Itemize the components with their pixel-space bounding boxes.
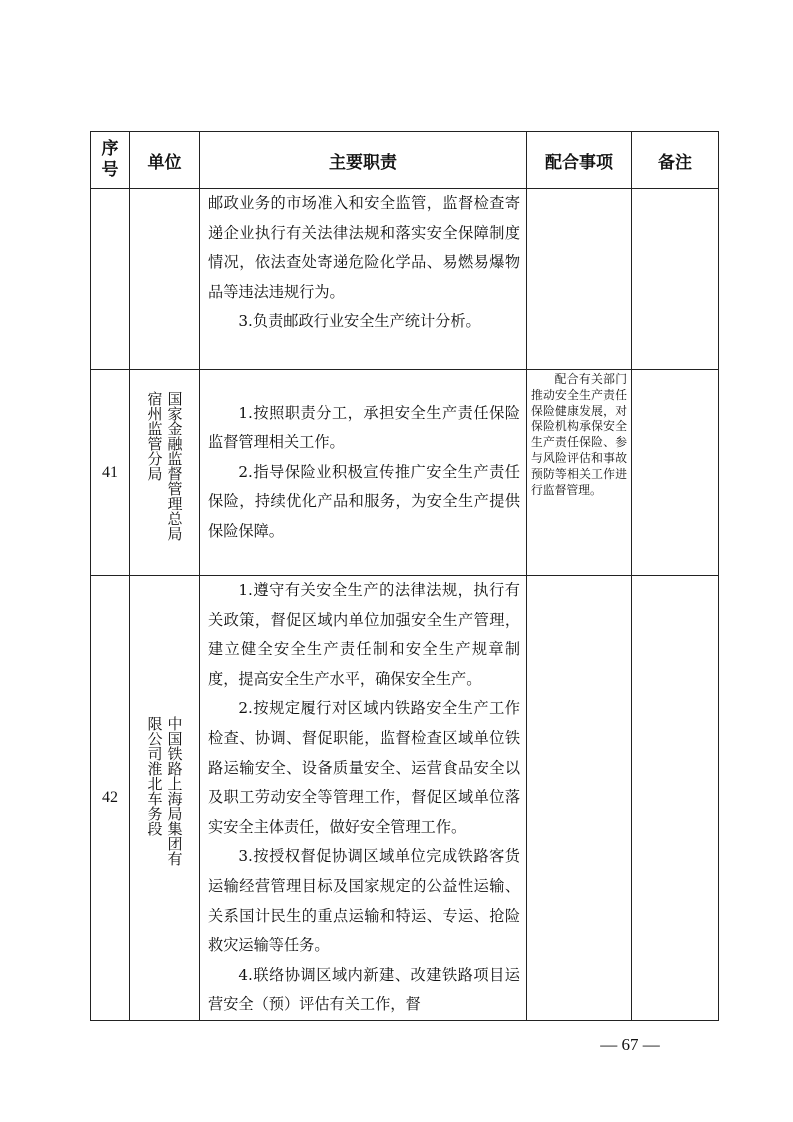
row-unit bbox=[130, 189, 200, 370]
row-note bbox=[632, 576, 719, 1021]
row-duties bbox=[200, 370, 527, 576]
table-row bbox=[91, 576, 719, 1021]
table-row bbox=[91, 370, 719, 576]
header-unit: 单位 bbox=[130, 132, 200, 189]
row-duties bbox=[200, 189, 527, 370]
table-header-row bbox=[91, 132, 719, 189]
row-coop bbox=[527, 576, 632, 1021]
header-note: 备注 bbox=[632, 132, 719, 189]
row-unit bbox=[130, 370, 200, 576]
row-coop bbox=[527, 189, 632, 370]
header-seq bbox=[91, 132, 130, 189]
page-number: — 67 — bbox=[600, 1035, 660, 1054]
row-unit-text: 中国铁路上海局集团有限公司淮北车务段 bbox=[145, 715, 184, 866]
row-note bbox=[632, 370, 719, 576]
table-row bbox=[91, 189, 719, 370]
duty-paragraph: 1.遵守有关安全生产的法律法规，执行有关政策，督促区域内单位加强安全生产管理，建立健全安全生产责任制和安全生产规章制度，提高安全生产水平，确保安全生产。 bbox=[208, 581, 520, 688]
row-coop bbox=[527, 370, 632, 576]
header-duties: 主要职责 bbox=[200, 132, 527, 189]
row-unit bbox=[130, 576, 200, 1021]
header-seq-label: 序号 bbox=[101, 139, 119, 180]
row-duties bbox=[200, 576, 527, 1021]
row-unit-text: 国家金融监督管理总局宿州监管分局 bbox=[145, 390, 184, 541]
row-note bbox=[632, 189, 719, 370]
duty-paragraph: 2.指导保险业积极宣传推广安全生产责任保险，持续优化产品和服务，为安全生产提供保险保障。 bbox=[208, 462, 520, 540]
duty-paragraph: 3.按授权督促协调区域单位完成铁路客货运输经营管理目标及国家规定的公益性运输、关系国计民生的重点运输和特运、专运、抢险救灾运输等任务。 bbox=[208, 847, 520, 955]
duty-paragraph: 3.负责邮政行业安全生产统计分析。 bbox=[238, 312, 481, 331]
duty-paragraph: 邮政业务的市场准入和安全监管，监督检查寄递企业执行有关法律法规和落实安全保障制度情况，依法查处寄递危险化学品、易燃易爆物品等违法违规行为。 bbox=[208, 194, 520, 301]
header-coop: 配合事项 bbox=[527, 132, 632, 189]
duty-paragraph: 4.联络协调区域内新建、改建铁路项目运营安全（预）评估有关工作，督 bbox=[208, 965, 520, 1014]
duty-paragraph: 2.按规定履行对区域内铁路安全生产工作检查、协调、督促职能，监督检查区域单位铁路运输安全、设备质量安全、运营食品安全以及职工劳动安全等管理工作，督促区域单位落实安全主体责任，做好安全管理工作。 bbox=[208, 699, 520, 836]
row-seq: 41 bbox=[91, 370, 130, 576]
responsibility-table bbox=[90, 131, 719, 1021]
coop-text: 配合有关部门推动安全生产责任保险健康发展，对保险机构承保安全生产责任保险、参与风险评估和事故预防等相关工作进行监督管理。 bbox=[531, 372, 627, 497]
row-seq: 42 bbox=[91, 576, 130, 1021]
row-seq bbox=[91, 189, 130, 370]
duty-paragraph: 1.按照职责分工，承担安全生产责任保险监督管理相关工作。 bbox=[208, 403, 520, 452]
